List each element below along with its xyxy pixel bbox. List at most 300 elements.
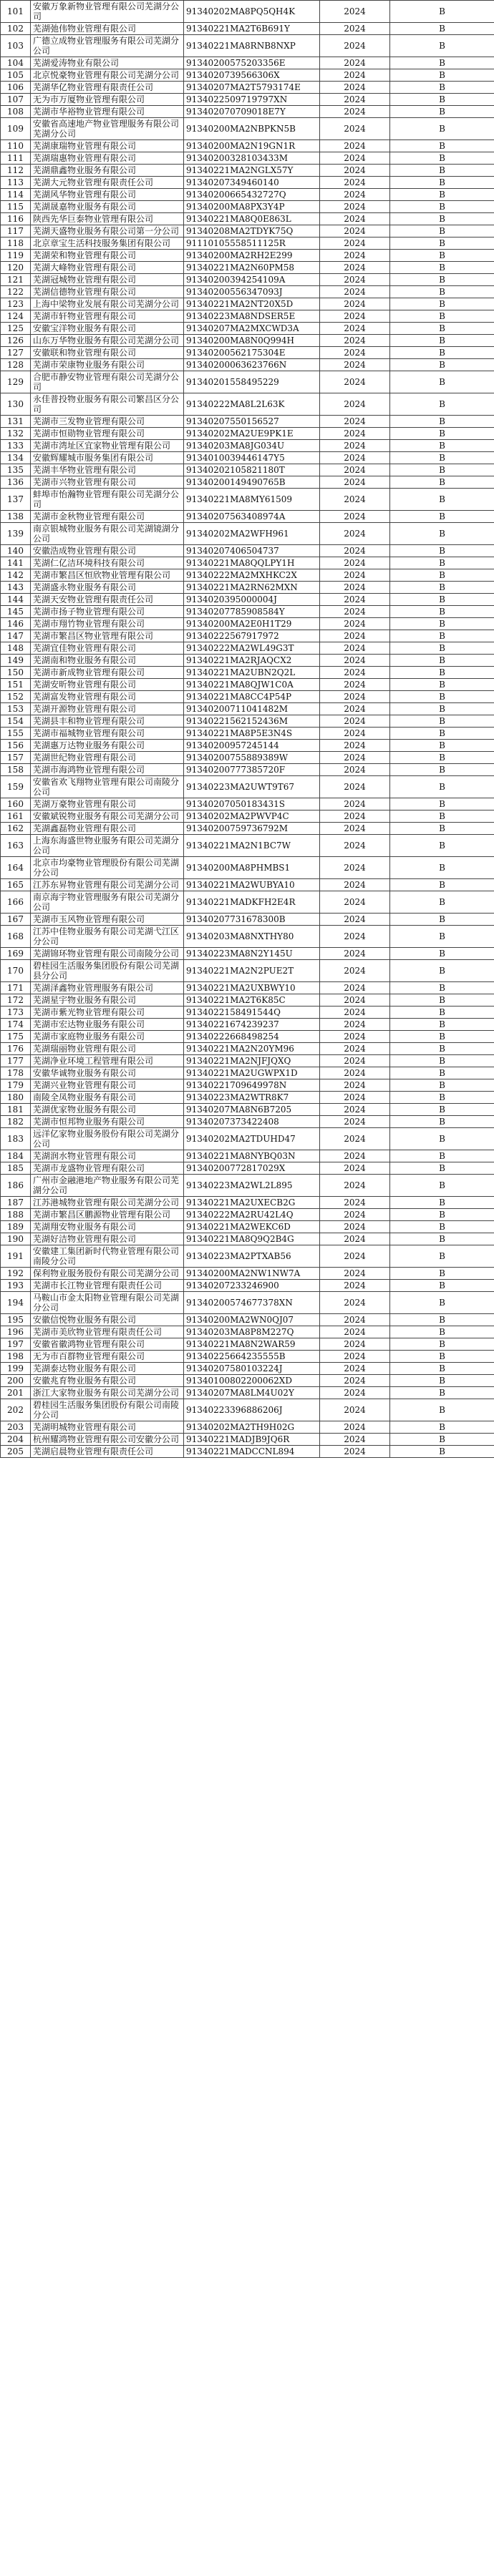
table-row xyxy=(1,810,494,823)
company-name: 远洋亿家物业服务股份有限公司芜湖分公司 xyxy=(31,1128,184,1150)
rating-year: 2024 xyxy=(320,1326,390,1338)
company-name: 安徽兆育物业服务有限公司 xyxy=(31,1375,184,1387)
rating-grade: B xyxy=(390,1446,494,1458)
rating-year: 2024 xyxy=(320,1375,390,1387)
table-row xyxy=(1,1116,494,1128)
company-name: 北京悦豪物业管理有限公司芜湖分公司 xyxy=(31,69,184,82)
company-name: 芜湖市长江物业管理有限责任公司 xyxy=(31,1280,184,1292)
rating-grade: B xyxy=(390,994,494,1007)
row-number: 111 xyxy=(1,152,31,165)
rating-year: 2024 xyxy=(320,1314,390,1326)
rating-year: 2024 xyxy=(320,1055,390,1067)
rating-year: 2024 xyxy=(320,464,390,476)
rating-grade: B xyxy=(390,1104,494,1116)
rating-year: 2024 xyxy=(320,250,390,262)
rating-grade: B xyxy=(390,594,494,606)
table-row xyxy=(1,715,494,728)
table-row xyxy=(1,1338,494,1351)
company-name: 合肥市静安物业管理有限公司芜湖分公司 xyxy=(31,371,184,393)
company-name: 安徽建工集团新时代物业管理有限公司南陵分公司 xyxy=(31,1245,184,1268)
company-name: 无为市百群物业管理有限公司 xyxy=(31,1351,184,1363)
company-name: 陕西先华巨泰物业管理有限公司 xyxy=(31,213,184,225)
rating-grade: B xyxy=(390,323,494,335)
credit-code: 91340221MA2WEKC6D xyxy=(184,1221,320,1233)
credit-code: 91340200063623766N xyxy=(184,359,320,371)
company-name: 芜湖惠万达物业服务有限公司 xyxy=(31,740,184,752)
company-name: 芜湖泰达物业服务有限公司 xyxy=(31,1363,184,1375)
company-name: 安徽省徽鸿物业管理有限公司 xyxy=(31,1338,184,1351)
table-row xyxy=(1,557,494,569)
credit-code: 91340200MA2N19GN1R xyxy=(184,140,320,152)
rating-year: 2024 xyxy=(320,310,390,323)
rating-grade: B xyxy=(390,1128,494,1150)
credit-code: 91340200MA8N0Q994H xyxy=(184,335,320,347)
rating-grade: B xyxy=(390,1268,494,1280)
table-row xyxy=(1,948,494,960)
row-number: 118 xyxy=(1,237,31,250)
credit-code: 91340221MA2NJFJQXQ xyxy=(184,1055,320,1067)
table-row xyxy=(1,982,494,994)
row-number: 194 xyxy=(1,1292,31,1314)
company-name: 芜湖锦环物业管理有限公司南陵分公司 xyxy=(31,948,184,960)
table-row xyxy=(1,642,494,655)
row-number: 153 xyxy=(1,703,31,715)
company-name: 芜湖瑞惠物业管理有限公司 xyxy=(31,152,184,165)
row-number: 204 xyxy=(1,1434,31,1446)
table-row xyxy=(1,1314,494,1326)
rating-grade: B xyxy=(390,94,494,106)
credit-code: 91340221MADCCNL894 xyxy=(184,1446,320,1458)
rating-year: 2024 xyxy=(320,1268,390,1280)
table-row xyxy=(1,250,494,262)
table-row xyxy=(1,140,494,152)
credit-code: 91340207580103224J xyxy=(184,1363,320,1375)
table-row xyxy=(1,1375,494,1387)
table-row xyxy=(1,606,494,618)
company-name: 安徽浩成物业管理有限公司 xyxy=(31,545,184,557)
credit-code: 91340221MADKFH2E4R xyxy=(184,891,320,914)
rating-grade: B xyxy=(390,393,494,416)
company-name: 芜湖市家庭物业服务有限公司 xyxy=(31,1031,184,1043)
rating-grade: B xyxy=(390,879,494,891)
rating-year: 2024 xyxy=(320,1292,390,1314)
company-name: 芜湖市海鸿物业管理有限公司 xyxy=(31,764,184,776)
rating-year: 2024 xyxy=(320,857,390,879)
company-name: 芜湖市轩物业管理有限公司 xyxy=(31,310,184,323)
row-number: 185 xyxy=(1,1162,31,1175)
rating-grade: B xyxy=(390,1351,494,1363)
company-name: 安徽辉耀城市服务集团有限公司 xyxy=(31,452,184,464)
table-row xyxy=(1,630,494,642)
company-name: 南陵全凤物业服务有限公司 xyxy=(31,1092,184,1104)
company-name: 芜湖康瑞物业管理有限公司 xyxy=(31,140,184,152)
rating-year: 2024 xyxy=(320,1434,390,1446)
credit-code: 91340221MA2UGWPX1D xyxy=(184,1067,320,1079)
row-number: 203 xyxy=(1,1421,31,1434)
company-name: 马鞍山市金太阳物业管理有限公司芜湖分公司 xyxy=(31,1292,184,1314)
rating-grade: B xyxy=(390,606,494,618)
row-number: 177 xyxy=(1,1055,31,1067)
row-number: 150 xyxy=(1,667,31,679)
rating-grade: B xyxy=(390,835,494,857)
credit-code: 91340200562175304E xyxy=(184,347,320,359)
row-number: 123 xyxy=(1,298,31,310)
rating-grade: B xyxy=(390,310,494,323)
company-name: 芜湖世纪物业管理有限公司 xyxy=(31,752,184,764)
row-number: 154 xyxy=(1,715,31,728)
credit-code: 91340207MA8LM4U02Y xyxy=(184,1387,320,1399)
credit-code: 91340221MA2N2PUE2T xyxy=(184,960,320,982)
credit-code: 91340221MA2N20YM96 xyxy=(184,1043,320,1055)
company-name: 江苏港城物业管理有限公司芜湖分公司 xyxy=(31,1197,184,1209)
company-name: 芜湖爱涛物业有限公司 xyxy=(31,57,184,69)
credit-code: 91340221MA8QJW1C0A xyxy=(184,679,320,691)
company-name: 芜湖仁亿洁环境科技有限公司 xyxy=(31,557,184,569)
row-number: 168 xyxy=(1,926,31,948)
credit-code: 91340200328103433M xyxy=(184,152,320,165)
row-number: 175 xyxy=(1,1031,31,1043)
rating-year: 2024 xyxy=(320,165,390,177)
table-row xyxy=(1,1031,494,1043)
rating-year: 2024 xyxy=(320,594,390,606)
credit-code: 91340221MA2NT20X5D xyxy=(184,298,320,310)
rating-grade: B xyxy=(390,655,494,667)
table-row xyxy=(1,106,494,118)
table-row xyxy=(1,1446,494,1458)
credit-code: 91340222MA2RU42L4Q xyxy=(184,1209,320,1221)
company-name: 芜湖鑫磊物业管理有限公司 xyxy=(31,823,184,835)
rating-year: 2024 xyxy=(320,1245,390,1268)
row-number: 193 xyxy=(1,1280,31,1292)
company-name: 芜湖富发物业管理有限公司 xyxy=(31,691,184,703)
rating-year: 2024 xyxy=(320,1104,390,1116)
row-number: 180 xyxy=(1,1092,31,1104)
rating-year: 2024 xyxy=(320,476,390,489)
rating-year: 2024 xyxy=(320,606,390,618)
credit-code: 91340202105821180T xyxy=(184,464,320,476)
credit-code: 91340223MA2WL2L895 xyxy=(184,1175,320,1197)
rating-grade: B xyxy=(390,740,494,752)
credit-code: 91340203MA8NXTHY80 xyxy=(184,926,320,948)
table-row xyxy=(1,262,494,274)
credit-code: 91340221MA8N2WAR59 xyxy=(184,1338,320,1351)
rating-grade: B xyxy=(390,262,494,274)
credit-code: 91340221MA2N1BC7W xyxy=(184,835,320,857)
row-number: 178 xyxy=(1,1067,31,1079)
company-name: 芜湖市紫光物业管理有限公司 xyxy=(31,1007,184,1019)
credit-code: 91340202MA2PWVP4C xyxy=(184,810,320,823)
credit-code: 91340223MA2UWT9T67 xyxy=(184,776,320,798)
company-name: 永佳普投物业服务有限公司繁昌区分公司 xyxy=(31,393,184,416)
table-row xyxy=(1,1007,494,1019)
rating-grade: B xyxy=(390,926,494,948)
credit-code: 91340222567917972 xyxy=(184,630,320,642)
rating-year: 2024 xyxy=(320,201,390,213)
company-name: 蚌埠市怡瀚物业管理有限公司芜湖分公司 xyxy=(31,489,184,511)
table-row xyxy=(1,523,494,545)
row-number: 202 xyxy=(1,1399,31,1421)
rating-grade: B xyxy=(390,1,494,23)
rating-grade: B xyxy=(390,152,494,165)
rating-grade: B xyxy=(390,464,494,476)
table-row xyxy=(1,1055,494,1067)
table-row xyxy=(1,165,494,177)
company-name: 芜湖兴业物业管理有限公司 xyxy=(31,1079,184,1092)
company-name: 芜湖市金秋物业管理有限公司 xyxy=(31,511,184,523)
credit-code: 91340221MA2UXECB2G xyxy=(184,1197,320,1209)
table-row xyxy=(1,582,494,594)
rating-year: 2024 xyxy=(320,1079,390,1092)
rating-grade: B xyxy=(390,1175,494,1197)
table-row xyxy=(1,416,494,428)
credit-code: 91340222MA8L2L63K xyxy=(184,393,320,416)
rating-year: 2024 xyxy=(320,823,390,835)
table-row xyxy=(1,1043,494,1055)
company-name: 芜湖市华裕物业管理有限公司 xyxy=(31,106,184,118)
table-row xyxy=(1,452,494,464)
row-number: 182 xyxy=(1,1116,31,1128)
row-number: 184 xyxy=(1,1150,31,1162)
table-row xyxy=(1,189,494,201)
row-number: 148 xyxy=(1,642,31,655)
company-name: 芜湖好洁物业管理有限公司 xyxy=(31,1233,184,1245)
rating-year: 2024 xyxy=(320,347,390,359)
rating-grade: B xyxy=(390,140,494,152)
table-row xyxy=(1,286,494,298)
rating-grade: B xyxy=(390,35,494,57)
rating-year: 2024 xyxy=(320,1338,390,1351)
company-name: 芜湖开源物业管理有限公司 xyxy=(31,703,184,715)
row-number: 176 xyxy=(1,1043,31,1055)
rating-year: 2024 xyxy=(320,23,390,35)
row-number: 125 xyxy=(1,323,31,335)
company-name: 安徽华诚物业服务有限公司 xyxy=(31,1067,184,1079)
table-row xyxy=(1,23,494,35)
table-row xyxy=(1,1292,494,1314)
credit-code: 9134022509719797XN xyxy=(184,94,320,106)
row-number: 171 xyxy=(1,982,31,994)
credit-code: 91340223396886206J xyxy=(184,1399,320,1421)
table-row xyxy=(1,823,494,835)
rating-year: 2024 xyxy=(320,323,390,335)
table-row xyxy=(1,1351,494,1363)
rating-grade: B xyxy=(390,1434,494,1446)
table-row xyxy=(1,798,494,810)
table-row xyxy=(1,545,494,557)
row-number: 170 xyxy=(1,960,31,982)
company-name: 芜湖大元物业管理有限责任公司 xyxy=(31,177,184,189)
credit-code: 91340221MA2UXBWY10 xyxy=(184,982,320,994)
credit-code: 91340221MA8RNB8NXP xyxy=(184,35,320,57)
row-number: 181 xyxy=(1,1104,31,1116)
table-row xyxy=(1,1209,494,1221)
table-row xyxy=(1,879,494,891)
table-row xyxy=(1,1128,494,1150)
rating-year: 2024 xyxy=(320,1019,390,1031)
company-name: 芜湖风华物业管理有限公司 xyxy=(31,189,184,201)
row-number: 174 xyxy=(1,1019,31,1031)
row-number: 145 xyxy=(1,606,31,618)
credit-code: 91340201558495229 xyxy=(184,371,320,393)
company-name: 芜湖市繁昌区鹏源物业管理有限公司 xyxy=(31,1209,184,1221)
rating-year: 2024 xyxy=(320,545,390,557)
table-row xyxy=(1,914,494,926)
rating-year: 2024 xyxy=(320,118,390,140)
row-number: 160 xyxy=(1,798,31,810)
company-name: 安徽省高速地产物业管理服务有限公司芜湖分公司 xyxy=(31,118,184,140)
rating-year: 2024 xyxy=(320,1209,390,1221)
row-number: 119 xyxy=(1,250,31,262)
company-name: 芜湖鼎鑫物业服务有限公司 xyxy=(31,165,184,177)
rating-grade: B xyxy=(390,582,494,594)
rating-year: 2024 xyxy=(320,1007,390,1019)
company-name: 芜湖瑞丽物业管理有限公司 xyxy=(31,1043,184,1055)
credit-code: 913402070709018E7Y xyxy=(184,106,320,118)
credit-code: 91340221MA8Q0E863L xyxy=(184,213,320,225)
row-number: 108 xyxy=(1,106,31,118)
credit-code: 9134010039446147Y5 xyxy=(184,452,320,464)
credit-code: 91340207373422408 xyxy=(184,1116,320,1128)
row-number: 146 xyxy=(1,618,31,630)
company-name: 芜湖晟嘉物业服务有限公司 xyxy=(31,201,184,213)
table-row xyxy=(1,891,494,914)
rating-year: 2024 xyxy=(320,1363,390,1375)
company-name: 芜湖市翔竹物业管理有限公司 xyxy=(31,618,184,630)
rating-grade: B xyxy=(390,1079,494,1092)
credit-code: 91340221MA8MY61509 xyxy=(184,489,320,511)
credit-code: 91340221709649978N xyxy=(184,1079,320,1092)
row-number: 134 xyxy=(1,452,31,464)
company-name: 江苏东昇物业管理有限公司芜湖分公司 xyxy=(31,879,184,891)
credit-code: 91340200759736792M xyxy=(184,823,320,835)
row-number: 183 xyxy=(1,1128,31,1150)
table-row xyxy=(1,35,494,57)
credit-code: 91340200MA2NBPKN5B xyxy=(184,118,320,140)
rating-grade: B xyxy=(390,810,494,823)
rating-grade: B xyxy=(390,1245,494,1268)
rating-grade: B xyxy=(390,1221,494,1233)
rating-year: 2024 xyxy=(320,416,390,428)
credit-code: 91340221562152436M xyxy=(184,715,320,728)
row-number: 104 xyxy=(1,57,31,69)
company-name: 保利物业服务股份有限公司芜湖分公司 xyxy=(31,1268,184,1280)
table-row xyxy=(1,1233,494,1245)
row-number: 110 xyxy=(1,140,31,152)
rating-year: 2024 xyxy=(320,1351,390,1363)
credit-code: 91110105558511125R xyxy=(184,237,320,250)
company-name: 芜湖明城物业管理有限公司 xyxy=(31,1421,184,1434)
credit-code: 91340200MA8PX3Y4P xyxy=(184,201,320,213)
rating-year: 2024 xyxy=(320,359,390,371)
rating-grade: B xyxy=(390,1197,494,1209)
rating-year: 2024 xyxy=(320,152,390,165)
row-number: 141 xyxy=(1,557,31,569)
rating-grade: B xyxy=(390,569,494,582)
rating-grade: B xyxy=(390,225,494,237)
table-row xyxy=(1,371,494,393)
company-name: 南京海宇物业管理服务有限公司芜湖分公司 xyxy=(31,891,184,914)
company-name: 芜湖天安物业管理有限责任公司 xyxy=(31,594,184,606)
table-row xyxy=(1,1326,494,1338)
rating-grade: B xyxy=(390,1162,494,1175)
company-name: 北京市均豪物业管理股份有限公司芜湖分公司 xyxy=(31,857,184,879)
rating-year: 2024 xyxy=(320,1116,390,1128)
row-number: 142 xyxy=(1,569,31,582)
row-number: 105 xyxy=(1,69,31,82)
table-row xyxy=(1,82,494,94)
row-number: 158 xyxy=(1,764,31,776)
table-row xyxy=(1,1363,494,1375)
credit-code: 91340200MA8PHMBS1 xyxy=(184,857,320,879)
rating-grade: B xyxy=(390,948,494,960)
company-name: 芜湖丰华物业管理有限公司 xyxy=(31,464,184,476)
row-number: 151 xyxy=(1,679,31,691)
company-name: 芜湖市宏达物业服务有限公司 xyxy=(31,1019,184,1031)
rating-grade: B xyxy=(390,82,494,94)
credit-code: 91340202MA2UE9PK1E xyxy=(184,428,320,440)
row-number: 112 xyxy=(1,165,31,177)
company-name: 上海中梁物业发展有限公司芜湖分公司 xyxy=(31,298,184,310)
table-row xyxy=(1,1387,494,1399)
row-number: 186 xyxy=(1,1175,31,1197)
company-name: 安徽斌锐物业服务有限公司芜湖分公司 xyxy=(31,810,184,823)
rating-grade: B xyxy=(390,1387,494,1399)
row-number: 116 xyxy=(1,213,31,225)
rating-grade: B xyxy=(390,703,494,715)
company-name: 山东万华物业服务有限公司芜湖分公司 xyxy=(31,335,184,347)
credit-code: 91340207233246900 xyxy=(184,1280,320,1292)
company-name: 芜湖泽鑫物业管理服务有限公司 xyxy=(31,982,184,994)
credit-code: 91340203MA8JG034U xyxy=(184,440,320,452)
rating-year: 2024 xyxy=(320,715,390,728)
row-number: 157 xyxy=(1,752,31,764)
company-name: 安徽信悦物业服务有限公司 xyxy=(31,1314,184,1326)
credit-code: 91340221MA2NGLX57Y xyxy=(184,165,320,177)
table-row xyxy=(1,835,494,857)
row-number: 114 xyxy=(1,189,31,201)
table-row xyxy=(1,1434,494,1446)
rating-grade: B xyxy=(390,274,494,286)
rating-year: 2024 xyxy=(320,703,390,715)
credit-code: 91340202MA2TH9H02G xyxy=(184,1421,320,1434)
rating-year: 2024 xyxy=(320,1043,390,1055)
rating-grade: B xyxy=(390,106,494,118)
row-number: 179 xyxy=(1,1079,31,1092)
rating-grade: B xyxy=(390,1421,494,1434)
credit-code: 91340100802200062XD xyxy=(184,1375,320,1387)
table-row xyxy=(1,1019,494,1031)
company-name: 芜湖市三发物业管理有限公司 xyxy=(31,416,184,428)
rating-grade: B xyxy=(390,298,494,310)
company-name: 芜湖天盛物业服务有限公司第一分公司 xyxy=(31,225,184,237)
credit-code: 91340200MA2NW1NW7A xyxy=(184,1268,320,1280)
row-number: 167 xyxy=(1,914,31,926)
credit-code: 91340223MA8N2Y145U xyxy=(184,948,320,960)
rating-year: 2024 xyxy=(320,655,390,667)
rating-year: 2024 xyxy=(320,213,390,225)
credit-code: 91340200665432727Q xyxy=(184,189,320,201)
credit-code: 91340202MA8PQ5QH4K xyxy=(184,1,320,23)
row-number: 122 xyxy=(1,286,31,298)
rating-year: 2024 xyxy=(320,1421,390,1434)
company-name: 安徽省欢飞翔物业管理有限公司南陵分公司 xyxy=(31,776,184,798)
rating-grade: B xyxy=(390,416,494,428)
rating-grade: B xyxy=(390,1019,494,1031)
row-number: 169 xyxy=(1,948,31,960)
company-name: 碧桂园生活服务集团股份有限公司南陵分公司 xyxy=(31,1399,184,1421)
table-row xyxy=(1,1092,494,1104)
row-number: 165 xyxy=(1,879,31,891)
